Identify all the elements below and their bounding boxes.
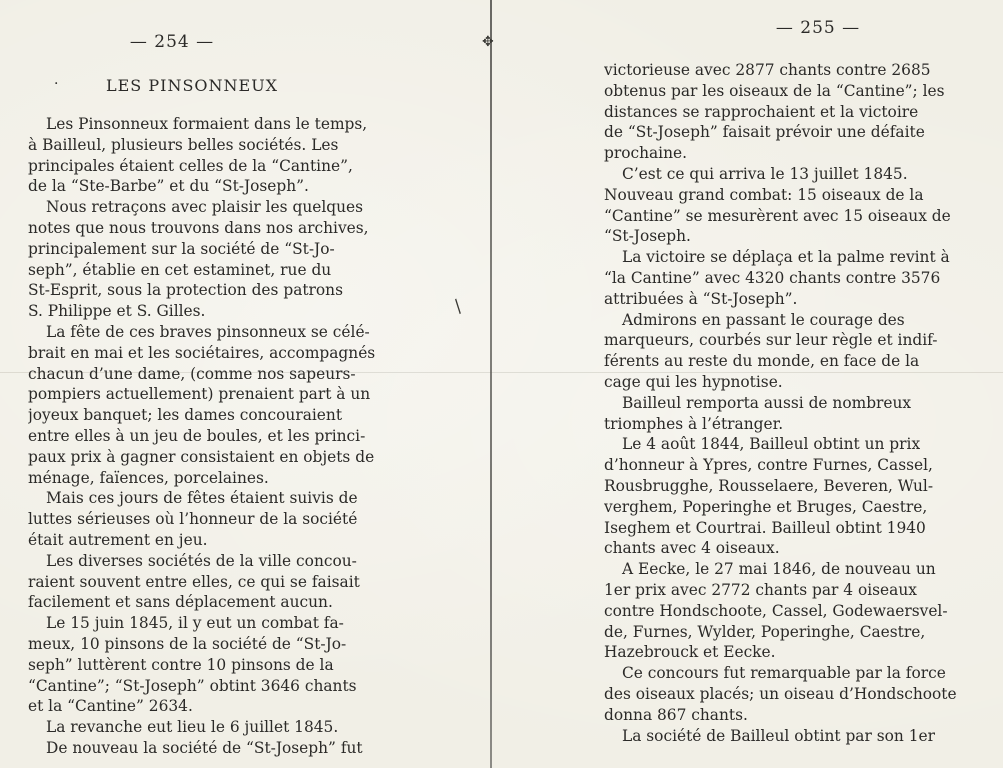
text-line: joyeux banquet; les dames concouraient	[28, 406, 342, 425]
text-line: entre elles à un jeu de boules, et les princi-	[28, 426, 366, 445]
text-line: de, Furnes, Wylder, Poperinghe, Caestre,	[604, 622, 926, 641]
text-line: St-Esprit, sous la protection des patrons	[28, 281, 343, 300]
text-line: prochaine.	[604, 144, 688, 163]
text-line: chacun d’une dame, (comme nos sapeurs-	[28, 364, 356, 383]
text-line: C’est ce qui arriva le 13 juillet 1845.	[622, 164, 908, 183]
text-line: Mais ces jours de fêtes étaient suivis de	[46, 489, 358, 508]
text-line: La victoire se déplaça et la palme revint à	[622, 248, 950, 267]
text-line: obtenus par les oiseaux de la “Cantine”; les	[604, 81, 945, 100]
text-line: férents au reste du monde, en face de la	[604, 352, 920, 371]
left-page	[28, 0, 384, 768]
text-line: d’honneur à Ypres, contre Furnes, Cassel,	[604, 456, 933, 475]
text-line: Nouveau grand combat: 15 oiseaux de la	[604, 185, 924, 204]
text-line: luttes sérieuses où l’honneur de la société	[28, 510, 358, 529]
text-line: à Bailleul, plusieurs belles sociétés. Les	[28, 135, 339, 154]
text-line: et la “Cantine” 2634.	[28, 697, 193, 716]
text-line: De nouveau la société de “St-Joseph” fut	[46, 738, 363, 757]
text-line: “St-Joseph.	[604, 227, 691, 246]
text-line: “Cantine” se mesurèrent avec 15 oiseaux de	[604, 206, 951, 225]
text-line: seph” luttèrent contre 10 pinsons de la	[28, 655, 334, 674]
text-line: La fête de ces braves pinsonneux se célé-	[46, 322, 370, 341]
text-line: meux, 10 pinsons de la société de “St-Jo-	[28, 634, 347, 653]
page-number: — 254 —	[129, 32, 215, 52]
text-line: des oiseaux placés; un oiseau d’Hondschoote	[604, 684, 957, 703]
text-line: distances se rapprochaient et la victoire	[604, 102, 919, 121]
text-line: La revanche eut lieu le 6 juillet 1845.	[46, 718, 339, 737]
page-body	[604, 60, 964, 746]
page-number: — 255 —	[775, 18, 861, 38]
text-line: Bailleul remporta aussi de nombreux	[622, 393, 912, 412]
text-line: brait en mai et les sociétaires, accompagnés	[28, 343, 376, 362]
text-line: La société de Bailleul obtint par son 1er	[622, 726, 935, 745]
text-line: Le 4 août 1844, Bailleul obtint un prix	[622, 435, 921, 454]
text-line: principalement sur la société de “St-Jo-	[28, 239, 335, 258]
text-line: contre Hondschoote, Cassel, Godewaersvel-	[604, 601, 948, 620]
text-line: notes que nous trouvons dans nos archives,	[28, 218, 369, 237]
text-line: verghem, Poperinghe et Bruges, Caestre,	[604, 497, 928, 516]
text-line: pompiers actuellement) prenaient part à un	[28, 385, 371, 404]
text-line: Le 15 juin 1845, il y eut un combat fa-	[46, 614, 344, 633]
text-line: 1er prix avec 2772 chants par 4 oiseaux	[604, 580, 917, 599]
text-line: paux prix à gagner consistaient en objets de	[28, 447, 375, 466]
text-line: cage qui les hypnotise.	[604, 372, 783, 391]
text-line: raient souvent entre elles, ce qui se faisait	[28, 572, 360, 591]
text-line: S. Philippe et S. Gilles.	[28, 302, 206, 321]
text-line: principales étaient celles de la “Cantine”,	[28, 156, 353, 175]
text-line: triomphes à l’étranger.	[604, 414, 784, 433]
text-line: victorieuse avec 2877 chants contre 2685	[604, 61, 931, 79]
text-line: Hazebrouck et Eecke.	[604, 643, 776, 662]
gutter-ornament: ✥	[482, 34, 494, 50]
page-body	[28, 114, 384, 759]
text-line: attribuées à “St-Joseph”.	[604, 289, 798, 308]
text-line: Ce concours fut remarquable par la force	[622, 664, 946, 683]
text-line: A Eecke, le 27 mai 1846, de nouveau un	[622, 560, 936, 579]
text-line: chants avec 4 oiseaux.	[604, 539, 780, 558]
text-line: “la Cantine” avec 4320 chants contre 3576	[604, 268, 941, 287]
book-gutter	[490, 0, 492, 768]
chapter-title: LES PINSONNEUX	[106, 76, 279, 95]
ink-mark: /	[449, 296, 467, 317]
text-line: ménage, faïences, porcelaines.	[28, 468, 269, 487]
text-line: Nous retraçons avec plaisir les quelques	[46, 198, 364, 217]
text-line: Les diverses sociétés de la ville concou-	[46, 551, 357, 570]
text-line: “Cantine”; “St-Joseph” obtint 3646 chants	[28, 676, 357, 695]
bullet-dot: ·	[54, 76, 59, 92]
text-line: était autrement en jeu.	[28, 530, 208, 549]
text-line: Admirons en passant le courage des	[622, 310, 905, 329]
text-line: de “St-Joseph” faisait prévoir une défaite	[604, 123, 925, 142]
text-line: donna 867 chants.	[604, 705, 748, 724]
text-line: seph”, établie en cet estaminet, rue du	[28, 260, 332, 279]
text-line: facilement et sans déplacement aucun.	[28, 593, 333, 612]
right-page	[604, 0, 964, 768]
text-line: Les Pinsonneux formaient dans le temps,	[46, 115, 368, 133]
text-line: marqueurs, courbés sur leur règle et indif-	[604, 331, 938, 350]
text-line: Iseghem et Courtrai. Bailleul obtint 1940	[604, 518, 926, 537]
text-line: de la “Ste-Barbe” et du “St-Joseph”.	[28, 177, 309, 196]
text-line: Rousbrugghe, Rousselaere, Beveren, Wul-	[604, 476, 934, 495]
